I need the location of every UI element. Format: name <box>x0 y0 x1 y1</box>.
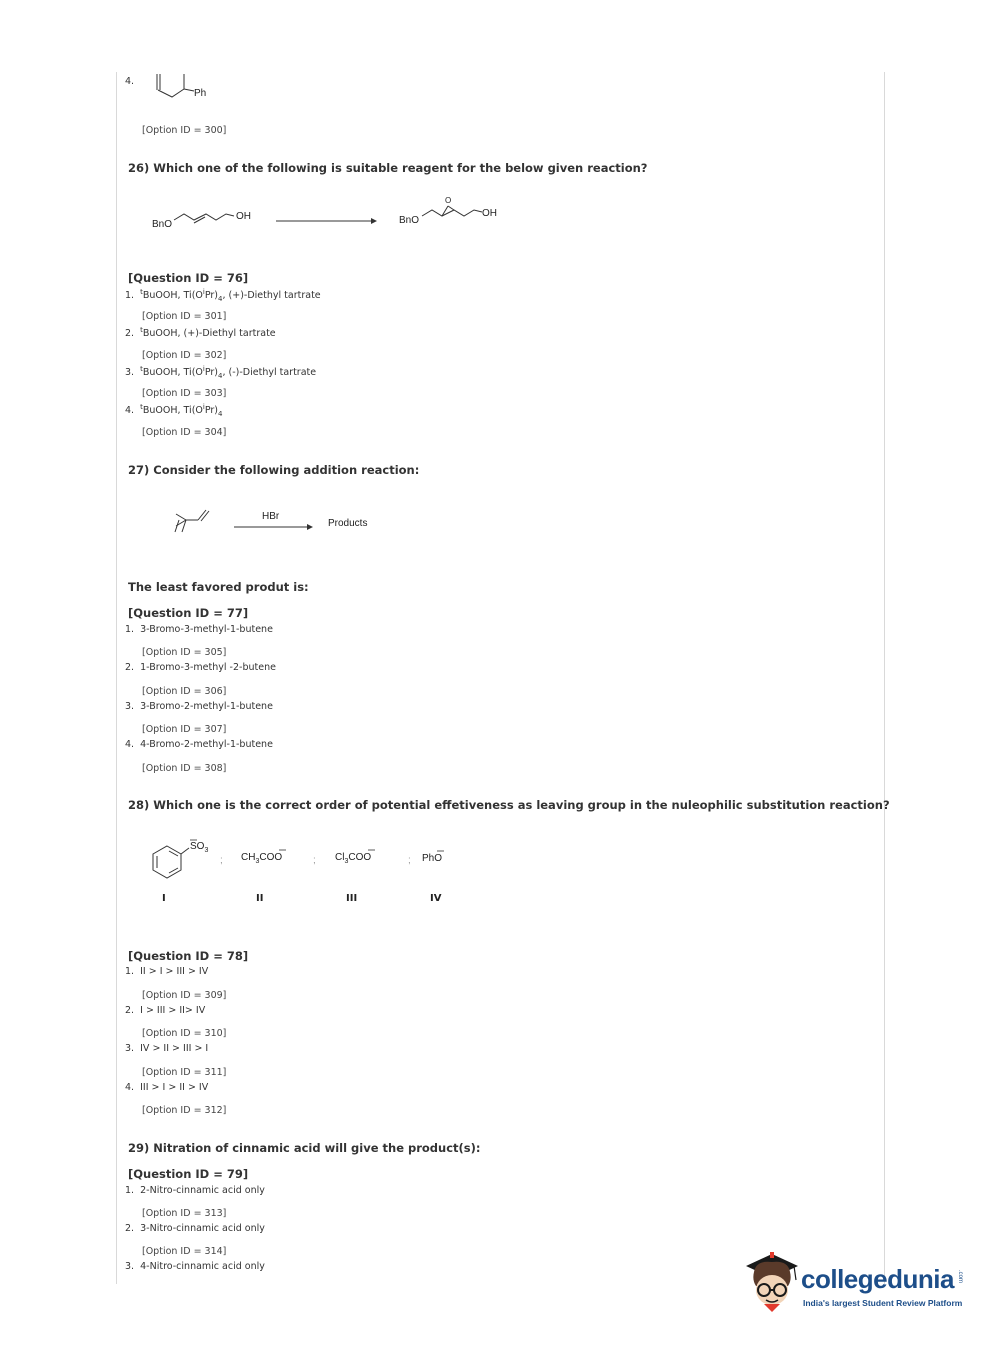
list-item: 3. 3-Bromo-2-methyl-1-butene <box>125 701 273 712</box>
product-bno-label: BnO <box>399 215 420 226</box>
brand-domain-suffix: .com <box>957 1270 963 1284</box>
question-title: 27) Consider the following addition reaction: <box>128 463 420 477</box>
product-epoxide-structure <box>420 198 490 223</box>
charge-bar <box>279 848 289 852</box>
acetate-label: $CH_3COO$ <box>241 852 283 865</box>
option-id: [Option ID = 313] <box>142 1208 227 1219</box>
option-id: [Option ID = 311] <box>142 1067 227 1078</box>
reactant-oh-label: OH <box>236 211 251 222</box>
reactant-bno-label: BnO <box>152 219 173 230</box>
charge-bar <box>437 849 447 853</box>
brand-tagline: India's largest Student Review Platform <box>803 1298 963 1308</box>
question-title: 28) Which one is the correct order of potential effetiveness as leaving group in the nuleophilic substitution reaction? <box>128 798 890 812</box>
question-id: [Question ID = 79] <box>128 1167 249 1181</box>
question-subtitle: The least favored produt is: <box>128 580 309 594</box>
option-id: [Option ID = 312] <box>142 1105 227 1116</box>
question-id: [Question ID = 76] <box>128 271 249 285</box>
structure-label-ph: Ph <box>194 88 207 99</box>
list-item: 1. 2-Nitro-cinnamic acid only <box>125 1185 265 1196</box>
roman-label-i: I <box>162 893 166 904</box>
list-item: 3. IV > II > III > I <box>125 1043 209 1054</box>
reaction-arrow <box>233 524 318 532</box>
separator-semicolon: ; <box>220 855 223 866</box>
product-o-label: O <box>445 196 452 205</box>
question-id: [Question ID = 77] <box>128 606 249 620</box>
trichloroacetate-label: $Cl_3COO$ <box>335 852 372 865</box>
list-item: 1. II > I > III > IV <box>125 966 209 977</box>
option-id: [Option ID = 304] <box>142 427 227 438</box>
separator-semicolon: ; <box>408 855 411 866</box>
reaction-arrow <box>275 218 380 226</box>
list-item: 4. 4-Bromo-2-methyl-1-butene <box>125 739 273 750</box>
list-item: 2. $^t$BuOOH, (+)-Diethyl tartrate <box>125 326 276 340</box>
diene-structure <box>170 506 215 541</box>
option-number: 4. <box>125 76 135 87</box>
roman-label-iii: III <box>346 893 358 904</box>
phenoxide-label: PhO <box>422 853 443 864</box>
list-item: 3. 4-Nitro-cinnamic acid only <box>125 1261 265 1272</box>
brand-name: collegedunia <box>801 1264 954 1294</box>
separator-semicolon: ; <box>313 855 316 866</box>
reagent-hbr-label: HBr <box>262 511 280 522</box>
option-id: [Option ID = 300] <box>142 125 227 136</box>
option-id: [Option ID = 310] <box>142 1028 227 1039</box>
list-item: 4. $^t$BuOOH, $Ti(O^iPr)_4$ <box>125 403 223 419</box>
list-item: 2. 3-Nitro-cinnamic acid only <box>125 1223 265 1234</box>
list-item: 2. 1-Bromo-3-methyl -2-butene <box>125 662 276 673</box>
structure-prev-option4 <box>150 70 220 105</box>
option-id: [Option ID = 305] <box>142 647 227 658</box>
charge-bar <box>368 848 378 852</box>
right-margin-rule <box>884 72 885 1284</box>
option-id: [Option ID = 309] <box>142 990 227 1001</box>
list-item: 1. $^t$BuOOH, $Ti(O^iPr)_4$, (+)-Diethyl tartrate <box>125 288 321 304</box>
option-id: [Option ID = 314] <box>142 1246 227 1257</box>
option-id: [Option ID = 303] <box>142 388 227 399</box>
products-label: Products <box>328 518 368 529</box>
mascot-logo-icon <box>742 1250 802 1320</box>
list-item: 3. $^t$BuOOH, $Ti(O^iPr)_4$, (-)-Diethyl tartrate <box>125 365 317 381</box>
option-id: [Option ID = 306] <box>142 686 227 697</box>
option-id: [Option ID = 307] <box>142 724 227 735</box>
so3-label: $SO_3$ <box>190 841 209 854</box>
question-title: 29) Nitration of cinnamic acid will give the product(s): <box>128 1141 481 1155</box>
list-item: 4. III > I > II > IV <box>125 1082 209 1093</box>
list-item: 2. I > III > II> IV <box>125 1005 206 1016</box>
option-id: [Option ID = 302] <box>142 350 227 361</box>
question-id: [Question ID = 78] <box>128 949 249 963</box>
option-id: [Option ID = 301] <box>142 311 227 322</box>
roman-label-iv: IV <box>430 893 442 904</box>
product-oh-label: OH <box>482 208 497 219</box>
roman-label-ii: II <box>256 893 264 904</box>
list-item: 1. 3-Bromo-3-methyl-1-butene <box>125 624 273 635</box>
question-title: 26) Which one of the following is suitable reagent for the below given reaction? <box>128 161 648 175</box>
option-id: [Option ID = 308] <box>142 763 227 774</box>
left-margin-rule <box>116 72 117 1284</box>
reactant-structure <box>172 208 242 228</box>
